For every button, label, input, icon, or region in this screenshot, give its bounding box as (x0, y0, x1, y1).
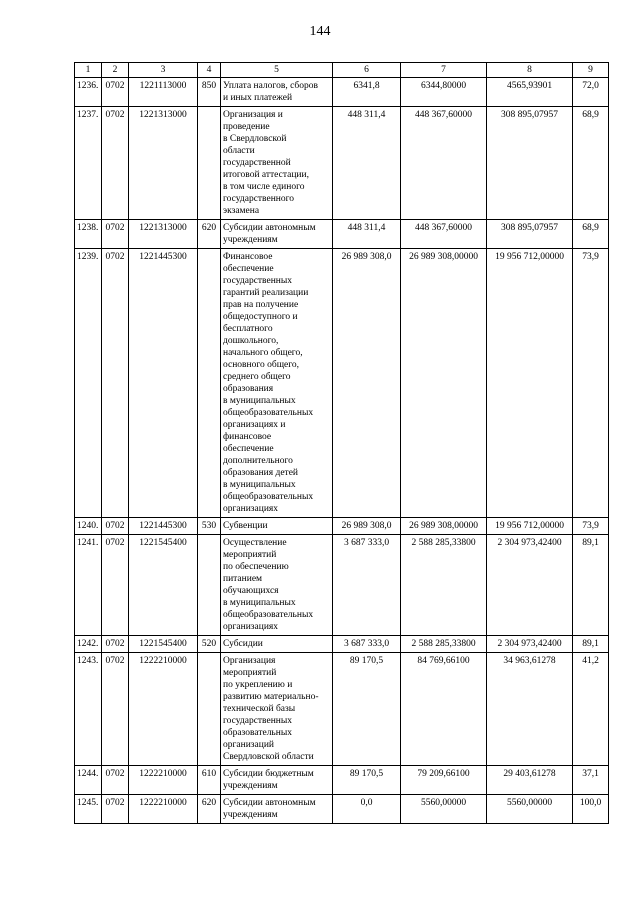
item-name-cell: Субсидии автономным учреждениям (221, 795, 333, 824)
target-code-cell: 1221545400 (129, 636, 198, 653)
executed-amount-cell: 308 895,07957 (487, 220, 573, 249)
table-row (75, 518, 609, 535)
table-header-row (75, 63, 609, 78)
item-name-cell: Субвенции (221, 518, 333, 535)
table-row (75, 766, 609, 795)
execution-percent-cell: 73,9 (573, 518, 609, 535)
executed-amount-cell: 29 403,61278 (487, 766, 573, 795)
approved-amount-cell: 448 367,60000 (401, 107, 487, 220)
row-number-cell: 1244. (75, 766, 102, 795)
column-header: 3 (129, 63, 198, 78)
planned-amount-cell: 0,0 (333, 795, 401, 824)
row-number-cell: 1236. (75, 78, 102, 107)
expense-type-cell: 610 (198, 766, 221, 795)
page-number: 144 (309, 24, 331, 39)
approved-amount-cell: 26 989 308,00000 (401, 518, 487, 535)
expense-type-cell (198, 535, 221, 636)
section-code-cell: 0702 (102, 535, 129, 636)
planned-amount-cell: 89 170,5 (333, 653, 401, 766)
approved-amount-cell: 2 588 285,33800 (401, 636, 487, 653)
section-code-cell: 0702 (102, 78, 129, 107)
table-row (75, 220, 609, 249)
row-number-cell: 1245. (75, 795, 102, 824)
execution-percent-cell: 41,2 (573, 653, 609, 766)
target-code-cell: 1222210000 (129, 653, 198, 766)
approved-amount-cell: 2 588 285,33800 (401, 535, 487, 636)
column-header: 6 (333, 63, 401, 78)
executed-amount-cell: 4565,93901 (487, 78, 573, 107)
section-code-cell: 0702 (102, 107, 129, 220)
planned-amount-cell: 26 989 308,0 (333, 249, 401, 518)
column-header: 4 (198, 63, 221, 78)
execution-percent-cell: 100,0 (573, 795, 609, 824)
target-code-cell: 1222210000 (129, 766, 198, 795)
execution-percent-cell: 89,1 (573, 636, 609, 653)
execution-percent-cell: 89,1 (573, 535, 609, 636)
table-row (75, 795, 609, 824)
target-code-cell: 1221545400 (129, 535, 198, 636)
table-row (75, 107, 609, 220)
expense-type-cell: 530 (198, 518, 221, 535)
item-name-cell: Организация мероприятий по укреплению и развитию материально- технической базы государственных образовательных организаций Свердловской области (221, 653, 333, 766)
item-name-cell: Финансовое обеспечение государственных гарантий реализации прав на получение общедоступного и бесплатного дошкольного, начального общего, основного общего, среднего общего образования в муниципальных общеобразовательных организациях и финансовое обеспечение дополнительного образования детей в муниципальных общеобразовательных организациях (221, 249, 333, 518)
table-row (75, 78, 609, 107)
table-row (75, 636, 609, 653)
item-name-cell: Осуществление мероприятий по обеспечению питанием обучающихся в муниципальных общеобразовательных организациях (221, 535, 333, 636)
item-name-cell: Субсидии (221, 636, 333, 653)
column-header: 2 (102, 63, 129, 78)
planned-amount-cell: 6341,8 (333, 78, 401, 107)
expense-type-cell (198, 653, 221, 766)
row-number-cell: 1239. (75, 249, 102, 518)
expense-type-cell (198, 107, 221, 220)
expense-type-cell: 620 (198, 220, 221, 249)
section-code-cell: 0702 (102, 220, 129, 249)
section-code-cell: 0702 (102, 653, 129, 766)
section-code-cell: 0702 (102, 795, 129, 824)
planned-amount-cell: 448 311,4 (333, 220, 401, 249)
execution-percent-cell: 68,9 (573, 107, 609, 220)
row-number-cell: 1242. (75, 636, 102, 653)
item-name-cell: Организация и проведение в Свердловской области государственной итоговой аттестации, в том числе единого государственного экзамена (221, 107, 333, 220)
execution-percent-cell: 72,0 (573, 78, 609, 107)
table-row (75, 249, 609, 518)
row-number-cell: 1241. (75, 535, 102, 636)
expense-type-cell: 620 (198, 795, 221, 824)
approved-amount-cell: 26 989 308,00000 (401, 249, 487, 518)
execution-percent-cell: 73,9 (573, 249, 609, 518)
execution-percent-cell: 37,1 (573, 766, 609, 795)
budget-table (74, 62, 609, 824)
row-number-cell: 1237. (75, 107, 102, 220)
execution-percent-cell: 68,9 (573, 220, 609, 249)
target-code-cell: 1221113000 (129, 78, 198, 107)
expense-type-cell (198, 249, 221, 518)
row-number-cell: 1238. (75, 220, 102, 249)
target-code-cell: 1221445300 (129, 518, 198, 535)
column-header: 5 (221, 63, 333, 78)
planned-amount-cell: 448 311,4 (333, 107, 401, 220)
table-row (75, 535, 609, 636)
target-code-cell: 1221313000 (129, 107, 198, 220)
section-code-cell: 0702 (102, 518, 129, 535)
approved-amount-cell: 79 209,66100 (401, 766, 487, 795)
column-header: 9 (573, 63, 609, 78)
planned-amount-cell: 89 170,5 (333, 766, 401, 795)
executed-amount-cell: 2 304 973,42400 (487, 535, 573, 636)
executed-amount-cell: 19 956 712,00000 (487, 249, 573, 518)
approved-amount-cell: 448 367,60000 (401, 220, 487, 249)
column-header: 7 (401, 63, 487, 78)
column-header: 8 (487, 63, 573, 78)
item-name-cell: Субсидии автономным учреждениям (221, 220, 333, 249)
table-row (75, 653, 609, 766)
target-code-cell: 1221313000 (129, 220, 198, 249)
section-code-cell: 0702 (102, 636, 129, 653)
executed-amount-cell: 19 956 712,00000 (487, 518, 573, 535)
row-number-cell: 1240. (75, 518, 102, 535)
executed-amount-cell: 2 304 973,42400 (487, 636, 573, 653)
column-header: 1 (75, 63, 102, 78)
expense-type-cell: 850 (198, 78, 221, 107)
row-number-cell: 1243. (75, 653, 102, 766)
executed-amount-cell: 34 963,61278 (487, 653, 573, 766)
section-code-cell: 0702 (102, 249, 129, 518)
approved-amount-cell: 5560,00000 (401, 795, 487, 824)
executed-amount-cell: 5560,00000 (487, 795, 573, 824)
section-code-cell: 0702 (102, 766, 129, 795)
item-name-cell: Уплата налогов, сборов и иных платежей (221, 78, 333, 107)
planned-amount-cell: 3 687 333,0 (333, 636, 401, 653)
planned-amount-cell: 26 989 308,0 (333, 518, 401, 535)
executed-amount-cell: 308 895,07957 (487, 107, 573, 220)
item-name-cell: Субсидии бюджетным учреждениям (221, 766, 333, 795)
approved-amount-cell: 84 769,66100 (401, 653, 487, 766)
target-code-cell: 1221445300 (129, 249, 198, 518)
approved-amount-cell: 6344,80000 (401, 78, 487, 107)
target-code-cell: 1222210000 (129, 795, 198, 824)
expense-type-cell: 520 (198, 636, 221, 653)
planned-amount-cell: 3 687 333,0 (333, 535, 401, 636)
